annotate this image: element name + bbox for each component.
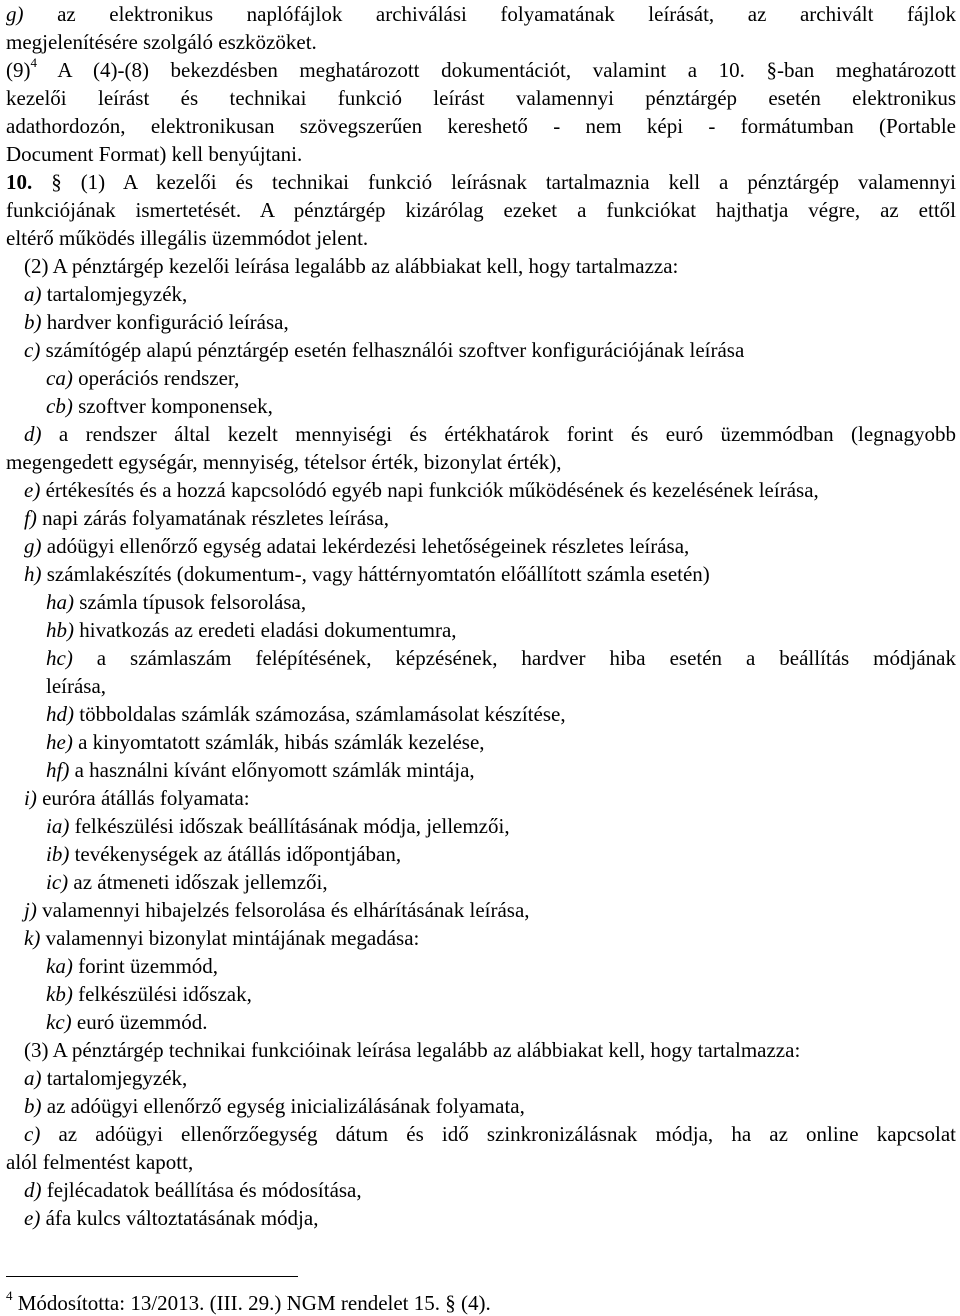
line-text: számla típusok felsorolása, xyxy=(74,590,307,614)
text-line xyxy=(46,868,328,896)
list-marker: ib) xyxy=(46,842,70,866)
text-line xyxy=(6,0,956,28)
text-line xyxy=(24,504,389,532)
text-line xyxy=(6,56,956,84)
text-line xyxy=(6,140,302,168)
line-text: számlakészítés (dokumentum-, vagy háttérnyomtatón előállított számla esetén) xyxy=(41,562,710,586)
list-marker: f) xyxy=(24,506,37,530)
text-line xyxy=(46,364,239,392)
text-line xyxy=(46,588,306,616)
text-line xyxy=(24,532,689,560)
line-text: (2) A pénztárgép kezelői leírása legalább az alábbiakat kell, hogy tartalmazza: xyxy=(24,254,679,278)
text-line xyxy=(6,448,561,476)
list-marker: b) xyxy=(24,1094,42,1118)
line-text: eltérő működés illegális üzemmódot jelent. xyxy=(6,226,369,250)
line-text: fejlécadatok beállítása és módosítása, xyxy=(41,1178,362,1202)
line-text: hardver konfiguráció leírása, xyxy=(41,310,289,334)
text-line xyxy=(24,252,678,280)
line-text: az elektronikus naplófájlok archiválási folyamatának leírását, az archivált fájlok xyxy=(23,2,956,26)
footnote-reference: 4 xyxy=(30,55,37,70)
line-text: valamennyi hibajelzés felsorolása és elhárításának leírása, xyxy=(36,898,530,922)
text-line xyxy=(24,1064,187,1092)
line-text: a rendszer által kezelt mennyiségi és értékhatárok forint és euró üzemmódban (legnagyobb xyxy=(41,422,956,446)
line-text: adóügyi ellenőrző egység adatai lekérdezési lehetőségeinek részletes leírása, xyxy=(41,534,690,558)
list-marker: d) xyxy=(24,1178,42,1202)
line-text: a számlaszám felépítésének, képzésének, hardver hiba esetén a beállítás módjának xyxy=(72,646,956,670)
text-line xyxy=(24,308,289,336)
text-line xyxy=(6,168,956,196)
line-text: alól felmentést kapott, xyxy=(6,1150,194,1174)
list-marker: hb) xyxy=(46,618,74,642)
line-text: napi zárás folyamatának részletes leírása, xyxy=(36,506,389,530)
list-marker: e) xyxy=(24,478,41,502)
line-text: § (1) A kezelői és technikai funkció leírásnak tartalmaznia kell a pénztárgép valamennyi xyxy=(32,170,956,194)
text-line xyxy=(24,1036,800,1064)
line-text: (3) A pénztárgép technikai funkcióinak leírása legalább az alábbiakat kell, hogy tartalmazza: xyxy=(24,1038,801,1062)
list-marker: kc) xyxy=(46,1010,72,1034)
text-line xyxy=(46,616,457,644)
text-line xyxy=(24,336,744,364)
list-marker: h) xyxy=(24,562,42,586)
list-marker: ia) xyxy=(46,814,70,838)
text-line xyxy=(24,560,710,588)
text-line xyxy=(46,728,485,756)
text-line xyxy=(24,1204,318,1232)
line-text-continued: A (4)-(8) bekezdésben meghatározott dokumentációt, valamint a 10. §-ban meghatározott xyxy=(37,58,956,82)
line-text: felkészülési időszak beállításának módja, jellemzői, xyxy=(69,814,510,838)
line-text: az adóügyi ellenőrző egység inicializálásának folyamata, xyxy=(41,1094,525,1118)
text-line xyxy=(24,896,530,924)
list-marker: ca) xyxy=(46,366,73,390)
line-text: tartalomjegyzék, xyxy=(41,282,188,306)
text-line xyxy=(6,196,956,224)
text-line xyxy=(24,924,419,952)
text-line xyxy=(24,280,187,308)
list-marker: hf) xyxy=(46,758,70,782)
text-line xyxy=(24,1176,362,1204)
text-line xyxy=(46,1008,208,1036)
text-line xyxy=(46,812,510,840)
line-text: tartalomjegyzék, xyxy=(41,1066,188,1090)
list-marker: hc) xyxy=(46,646,73,670)
line-text: a kinyomtatott számlák, hibás számlák kezelése, xyxy=(72,730,485,754)
line-text: adathordozón, elektronikusan szövegszerűen kereshető - nem képi - formátumban (Portable xyxy=(6,114,956,138)
line-text: kezelői leírást és technikai funkció leírást valamennyi pénztárgép esetén elektronikus xyxy=(6,86,956,110)
line-text: áfa kulcs változtatásának módja, xyxy=(40,1206,319,1230)
list-marker: ic) xyxy=(46,870,69,894)
list-marker: d) xyxy=(24,422,42,446)
line-text: felkészülési időszak, xyxy=(72,982,252,1006)
list-marker: b) xyxy=(24,310,42,334)
text-line xyxy=(24,1120,956,1148)
line-text: az átmeneti időszak jellemzői, xyxy=(68,870,328,894)
list-marker: he) xyxy=(46,730,73,754)
list-marker: hd) xyxy=(46,702,74,726)
list-marker: g) xyxy=(6,2,24,26)
list-marker: i) xyxy=(24,786,37,810)
line-text: operációs rendszer, xyxy=(72,366,240,390)
line-text: hivatkozás az eredeti eladási dokumentumra, xyxy=(74,618,457,642)
line-text: (9) xyxy=(6,58,31,82)
list-marker: a) xyxy=(24,1066,42,1090)
line-text: értékesítés és a hozzá kapcsolódó egyéb napi funkciók működésének és kezelésének leírása, xyxy=(40,478,819,502)
list-marker: j) xyxy=(24,898,37,922)
text-line xyxy=(46,980,252,1008)
text-line xyxy=(46,672,106,700)
text-line xyxy=(24,476,819,504)
line-text: megengedett egységár, mennyiség, tételsor érték, bizonylat érték), xyxy=(6,450,562,474)
list-marker: e) xyxy=(24,1206,41,1230)
text-line xyxy=(6,112,956,140)
text-line xyxy=(46,700,566,728)
text-line xyxy=(6,224,368,252)
list-marker: ha) xyxy=(46,590,74,614)
text-line xyxy=(46,840,401,868)
line-text: euróra átállás folyamata: xyxy=(36,786,250,810)
footnote-mark: 4 xyxy=(6,1288,13,1303)
line-text: az adóügyi ellenőrzőegység dátum és idő szinkronizálásnak módja, ha az online kapcsolat xyxy=(40,1122,956,1146)
text-line xyxy=(24,420,956,448)
text-line xyxy=(6,1148,193,1176)
line-text: többoldalas számlák számozása, számlamásolat készítése, xyxy=(74,702,566,726)
footnote-divider xyxy=(6,1276,298,1277)
text-line xyxy=(46,756,475,784)
list-marker: g) xyxy=(24,534,42,558)
line-text: Document Format) kell benyújtani. xyxy=(6,142,303,166)
text-line xyxy=(6,28,317,56)
text-line xyxy=(24,784,250,812)
list-marker: kb) xyxy=(46,982,73,1006)
line-text: funkciójának ismertetését. A pénztárgép kizárólag ezeket a funkciókat hajthatja végre, az ettől xyxy=(6,198,956,222)
text-line xyxy=(6,84,956,112)
text-line xyxy=(46,392,273,420)
list-marker: a) xyxy=(24,282,42,306)
footnote-text: Módosította: 13/2013. (III. 29.) NGM rendelet 15. § (4). xyxy=(12,1291,491,1315)
line-text: euró üzemmód. xyxy=(71,1010,208,1034)
line-text: forint üzemmód, xyxy=(72,954,219,978)
line-text: valamennyi bizonylat mintájának megadása: xyxy=(40,926,420,950)
list-marker: cb) xyxy=(46,394,73,418)
list-marker: c) xyxy=(24,338,41,362)
text-line xyxy=(46,952,218,980)
line-text: számítógép alapú pénztárgép esetén felhasználói szoftver konfigurációjának leírása xyxy=(40,338,745,362)
line-text: szoftver komponensek, xyxy=(72,394,273,418)
line-text: megjelenítésére szolgáló eszközöket. xyxy=(6,30,317,54)
line-text: a használni kívánt előnyomott számlák mintája, xyxy=(69,758,475,782)
line-text: leírása, xyxy=(46,674,107,698)
line-text: tevékenységek az átállás időpontjában, xyxy=(69,842,402,866)
footnote xyxy=(6,1290,491,1316)
text-line xyxy=(46,644,956,672)
text-line xyxy=(24,1092,525,1120)
list-marker: ka) xyxy=(46,954,73,978)
list-marker: c) xyxy=(24,1122,41,1146)
list-marker: k) xyxy=(24,926,41,950)
section-number: 10. xyxy=(6,170,33,194)
